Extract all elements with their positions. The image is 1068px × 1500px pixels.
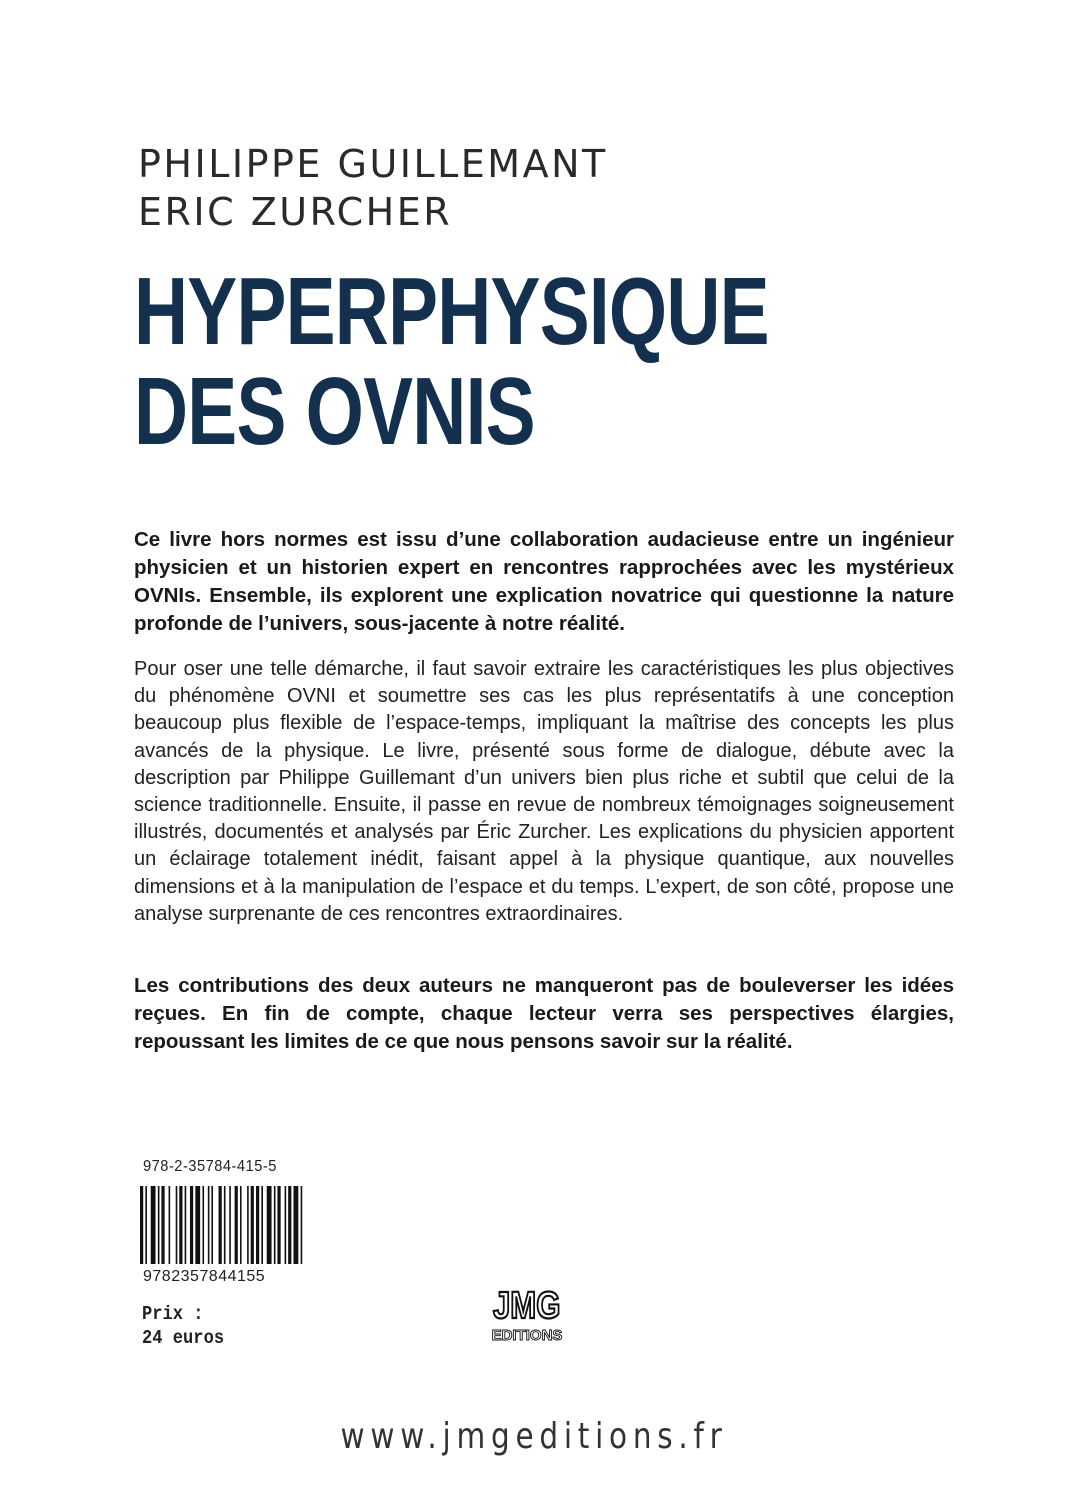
price: [142, 1302, 224, 1350]
barcode-bar: [256, 1186, 259, 1264]
logo-jmg: JMG: [492, 1285, 561, 1327]
barcode-bar: [240, 1186, 242, 1264]
author-1: PHILIPPE GUILLEMANT: [138, 142, 608, 186]
isbn-number: 978-2-35784-415-5: [143, 1158, 277, 1175]
barcode-bar: [229, 1186, 231, 1264]
conclusion-paragraph: Les contributions des deux auteurs ne manqueront pas de bouleverser les idées reçues. En fin de compte, chaque lecteur verra ses perspectives élargies, repoussant les limites de ce que nous pensons savoir sur la réalité.: [134, 974, 954, 1053]
barcode-bar: [185, 1186, 187, 1264]
barcode-bar: [224, 1186, 226, 1264]
price-value: 24 euros: [142, 1327, 225, 1349]
barcode-bar: [274, 1186, 276, 1264]
body-paragraph: Pour oser une telle démarche, il faut savoir extraire les caractéristiques les plus objectives du phénomène OVNI et soumettre ses cas les plus représentatifs à une conception beaucoup plus flexible de l’espace-temps, impliquant la maîtrise des concepts les plus avancés de la physique. Le livre, présenté sous forme de dialogue, débute avec la description par Philippe Guillemant d’un univers bien plus riche et subtil que celui de la science traditionnelle. Ensuite, il passe en revue de nombreux témoignages soigneusement illustrés, documentés et analysés par Éric Zurcher. Les explications du physicien apportent un éclairage totalement inédit, faisant appel à la physique quantique, aux nouvelles dimensions et à la manipulation de l’espace et du temps. L’expert, de son côté, propose une analyse surprenante de ces rencontres extraordinaires.: [134, 658, 954, 925]
intro-paragraph: Ce livre hors normes est issu d’une collaboration audacieuse entre un ingénieur physicien et un historien expert en rencontres rapprochées avec les mystérieux OVNIs. Ensemble, ils explorent une explication novatrice qui questionne la nature profonde de l’univers, sous-jacente à notre réalité.: [134, 528, 954, 635]
ean-number: 9782357844155: [143, 1268, 266, 1285]
website-url[interactable]: www.jmgeditions.fr: [340, 1416, 728, 1457]
logo-editions: EDITIONS: [491, 1327, 563, 1344]
barcode-bar: [145, 1186, 147, 1264]
barcode-bar: [202, 1186, 204, 1264]
barcode-bar: [158, 1186, 160, 1264]
book-title: [134, 258, 948, 465]
price-label: Prix :: [142, 1303, 204, 1325]
barcode-bar: [251, 1186, 254, 1264]
barcode-bar: [267, 1186, 272, 1264]
barcode-bar: [235, 1186, 238, 1264]
barcode: [140, 1186, 306, 1264]
barcode-bar: [219, 1186, 222, 1264]
publisher-logo: [480, 1282, 574, 1344]
barcode-bar: [288, 1186, 291, 1264]
barcode-bar: [294, 1186, 299, 1264]
authors: [138, 140, 608, 236]
barcode-bar: [195, 1186, 200, 1264]
title-line-1: HYPERPHYSIQUE: [134, 258, 769, 365]
barcode-bar: [277, 1186, 280, 1264]
barcode-bar: [151, 1186, 156, 1264]
barcode-bar: [261, 1186, 263, 1264]
barcode-bar: [301, 1186, 303, 1264]
barcode-bar: [208, 1186, 210, 1264]
barcode-bar: [176, 1186, 178, 1264]
barcode-bar: [179, 1186, 182, 1264]
barcode-bar: [140, 1186, 143, 1264]
barcode-bar: [161, 1186, 164, 1264]
barcode-bar: [190, 1186, 193, 1264]
barcode-bar: [211, 1186, 213, 1264]
barcode-bar: [285, 1186, 287, 1264]
author-2: ERIC ZURCHER: [138, 190, 453, 234]
barcode-bar: [247, 1186, 249, 1264]
barcode-bar: [169, 1186, 171, 1264]
title-line-2: DES OVNIS: [134, 358, 535, 465]
